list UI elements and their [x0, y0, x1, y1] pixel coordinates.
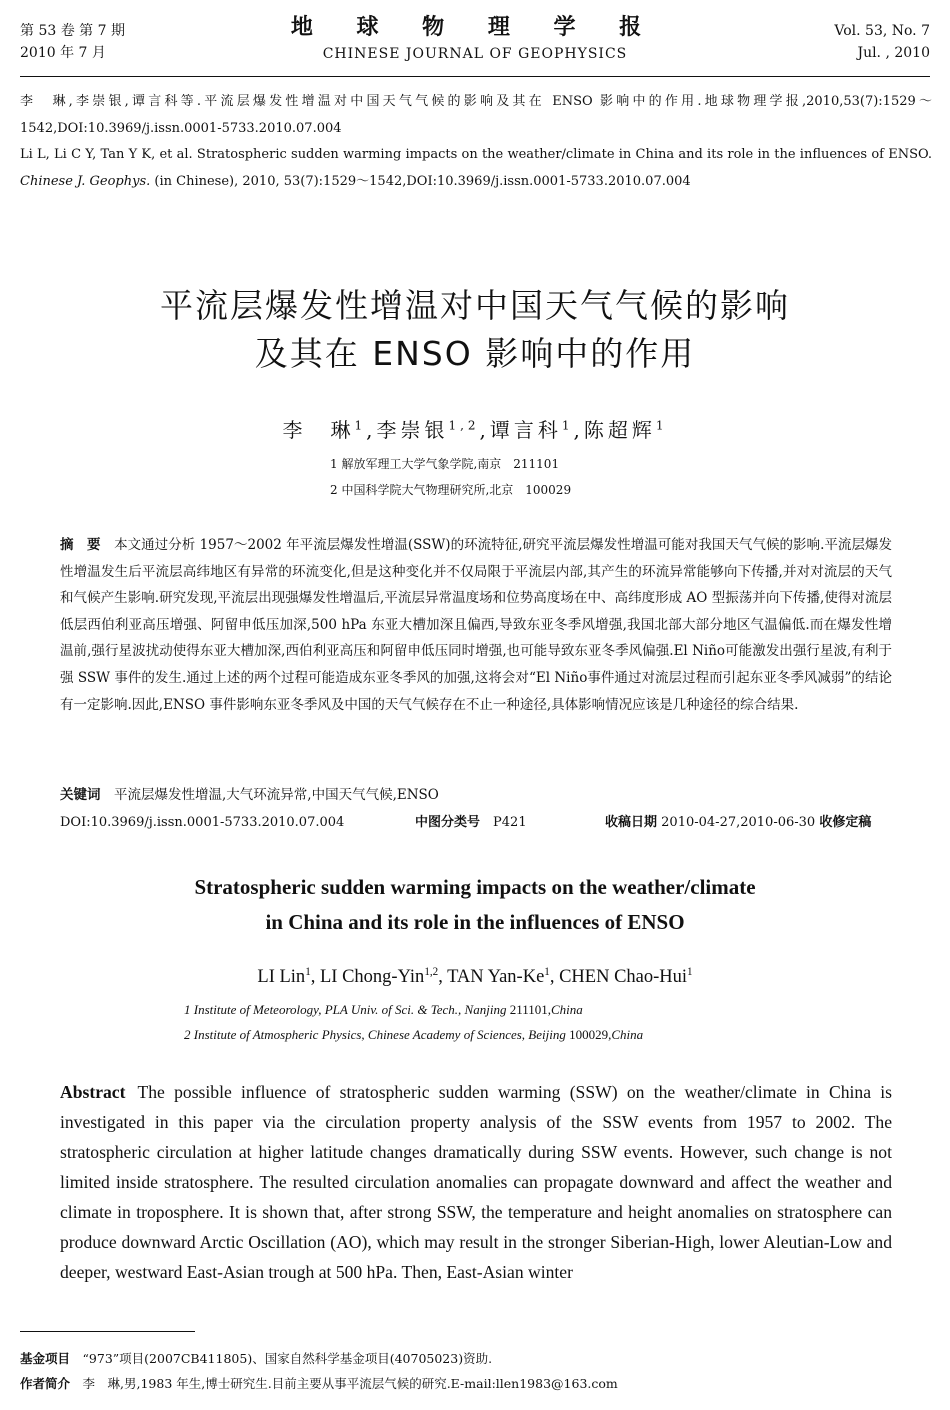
title-cn-line1: 平流层爆发性增温对中国天气气候的影响	[160, 286, 790, 325]
author-en-4-sup: 1	[687, 965, 693, 978]
abstract-en	[60, 1077, 892, 1287]
author-en-2: LI Chong-Yin	[319, 967, 425, 987]
citation-cn: 李 琳,李崇银,谭言科等.平流层爆发性增温对中国天气气候的影响及其在 ENSO 影响中的作用.地球物理学报,2010,53(7):1529～1542,DOI:10.3969/j.issn.0001-5733.2010.07.004	[20, 94, 932, 136]
author-en-4: CHEN Chao-Hui	[559, 967, 688, 987]
title-en	[0, 870, 950, 940]
author-en-1: LI Lin	[257, 967, 306, 987]
author-cn-2: 李崇银	[376, 418, 449, 442]
funding-label: 基金项目	[20, 1351, 71, 1366]
affiliation-en-1-code: 211101,	[509, 1002, 551, 1017]
title-cn-line2: 及其在 ENSO 影响中的作用	[254, 334, 696, 373]
header-divider	[20, 76, 930, 77]
affiliation-cn-2: 2 中国科学院大气物理研究所,北京 100029	[330, 483, 572, 497]
abstract-cn	[60, 532, 892, 718]
volume-issue-cn: 第 53 卷 第 7 期	[20, 23, 125, 39]
author-cn-3: 谭言科	[489, 418, 562, 442]
header-right	[834, 20, 930, 64]
received-label: 收稿日期	[605, 815, 658, 830]
date-en: Jul. , 2010	[857, 45, 930, 61]
author-bio-note	[20, 1374, 618, 1394]
author-en-2-sup: 1,2	[424, 965, 439, 978]
affiliation-cn-1: 1 解放军理工大学气象学院,南京 211101	[330, 457, 560, 471]
abstract-en-text: The possible influence of stratospheric sudden warming (SSW) on the weather/climate in China is investigated in this paper via the circulation property analysis of the SSW events from 1957 to 2002. The stratospheric circulation at higher latitude changes dramatically during SSW events. However, such change is not limited inside stratosphere. The resulted circulation anomalies can propagate downward and affect the weather and climate in troposphere. It is shown that, after strong SSW, the temperature and height anomalies on stratosphere can produce downward Arctic Oscillation (AO), which may result in the stronger Siberian-High, lower Aleutian-Low and deeper, westward East-Asian trough at 500 hPa. Then, East-Asian winter	[60, 1082, 892, 1282]
clc-value: P421	[493, 815, 527, 830]
affiliation-en-2-country: China	[611, 1027, 644, 1042]
volume-issue-en: Vol. 53, No. 7	[834, 23, 930, 39]
affiliation-en-2	[184, 1022, 643, 1047]
abstract-cn-text: 本文通过分析 1957～2002 年平流层爆发性增温(SSW)的环流特征,研究平流层爆发性增温可能对我国天气气候的影响.平流层爆发性增温发生后平流层高纬地区有异常的环流变化,但是这种变化并不仅局限于平流层内部,其产生的环流异常能够向下传播,并对对流层的天气和气候产生影响.研究发现,平流层出现强爆发性增温后,平流层异常温度场和位势高度场在中、高纬度形成 AO 型振荡并向下传播,使得对流层低层西伯利亚高压增强、阿留申低压加深,500 hPa 东亚大槽加深且偏西,导致东亚冬季风增强,我国北部大部分地区气温偏低.而在爆发性增温前,强行星波扰动使得东亚大槽加深,西伯利亚高压和阿留申低压同时增强,也可能导致东亚冬季风偏强.El Niño可能激发出强行星波,有利于强 SSW 事件的发生.通过上述的两个过程可能造成东亚冬季风的加强,这将会对“El Niño事件通过对流层过程而引起东亚冬季风减弱”的结论有一定影响.因此,ENSO 事件影响东亚冬季风及中国的天气气候存在不止一种途径,具体影响情况应该是几种途径的综合结果.	[60, 537, 893, 713]
bio-label: 作者简介	[20, 1376, 71, 1391]
received-date	[605, 812, 871, 834]
bio-text: 李 琳,男,1983 年生,博士研究生.目前主要从事平流层气候的研究.E-mail:llen1983@163.com	[82, 1376, 618, 1391]
authors-cn: 李 琳$^1$,李崇银$^{1,2}$,谭言科$^1$,陈超辉$^1$	[282, 418, 668, 442]
affiliation-en-2-code: 100029,	[569, 1027, 612, 1042]
citation-en-journal: Chinese J. Geophys.	[20, 174, 151, 189]
affiliation-en-2-text: 2 Institute of Atmospheric Physics, Chinese Academy of Sciences, Beijing	[184, 1027, 570, 1042]
title-en-line2: in China and its role in the influences of ENSO	[265, 910, 685, 934]
abstract-en-label: Abstract	[60, 1082, 126, 1102]
author-cn-3-sup: 1	[561, 418, 574, 433]
citation-en	[20, 141, 932, 195]
received-value: 2010-04-27,2010-06-30	[661, 815, 816, 830]
clc-label: 中图分类号	[415, 815, 481, 830]
citation-en-post: (in Chinese), 2010, 53(7):1529～1542,DOI:10.3969/j.issn.0001-5733.2010.07.004	[150, 174, 691, 189]
date-cn: 2010 年 7 月	[20, 45, 106, 61]
doi: DOI:10.3969/j.issn.0001-5733.2010.07.004	[60, 815, 345, 830]
title-en-line1: Stratospheric sudden warming impacts on the weather/climate	[194, 875, 756, 899]
revised-label: 收修定稿	[819, 815, 872, 830]
authors-en: LI Lin$^1$, LI Chong-Yin$^{1,2}$, TAN Yan-Ke$^1$, CHEN Chao-Hui$^1$	[257, 965, 693, 987]
funding-note	[20, 1349, 492, 1369]
author-cn-2-sup: 1,2	[448, 418, 480, 433]
abstract-cn-label: 摘 要	[60, 537, 101, 553]
journal-name-en: CHINESE JOURNAL OF GEOPHYSICS	[322, 46, 628, 62]
author-en-1-sup: 1	[305, 965, 311, 978]
affiliation-en-1-country: China	[551, 1002, 583, 1017]
header-center	[0, 14, 950, 64]
author-cn-4: 陈超辉	[583, 418, 656, 442]
keywords-cn-text: 平流层爆发性增温,大气环流异常,中国天气气候,ENSO	[114, 787, 439, 803]
affiliation-en-1-text: 1 Institute of Meteorology, PLA Univ. of Sci. & Tech., Nanjing	[184, 1002, 510, 1017]
author-cn-4-sup: 1	[655, 418, 668, 433]
author-en-3: TAN Yan-Ke	[447, 967, 545, 987]
author-en-3-sup: 1	[544, 965, 550, 978]
keywords-cn-label: 关键词	[60, 787, 101, 803]
citation-en-pre: Li L, Li C Y, Tan Y K, et al. Stratospheric sudden warming impacts on the weather/climate in China and its role in the influences of ENSO.	[20, 147, 932, 162]
author-cn-1-sup: 1	[354, 418, 367, 433]
classification-number	[415, 812, 527, 834]
affiliation-en-1	[184, 997, 583, 1022]
author-cn-1: 李 琳	[282, 418, 355, 442]
footnote-divider	[20, 1331, 195, 1332]
title-cn	[0, 282, 950, 378]
keywords-cn	[60, 784, 439, 806]
funding-text: “973”项目(2007CB411805)、国家自然科学基金项目(40705023)资助.	[82, 1351, 493, 1366]
journal-name-cn: 地 球 物 理 学 报	[290, 15, 660, 40]
